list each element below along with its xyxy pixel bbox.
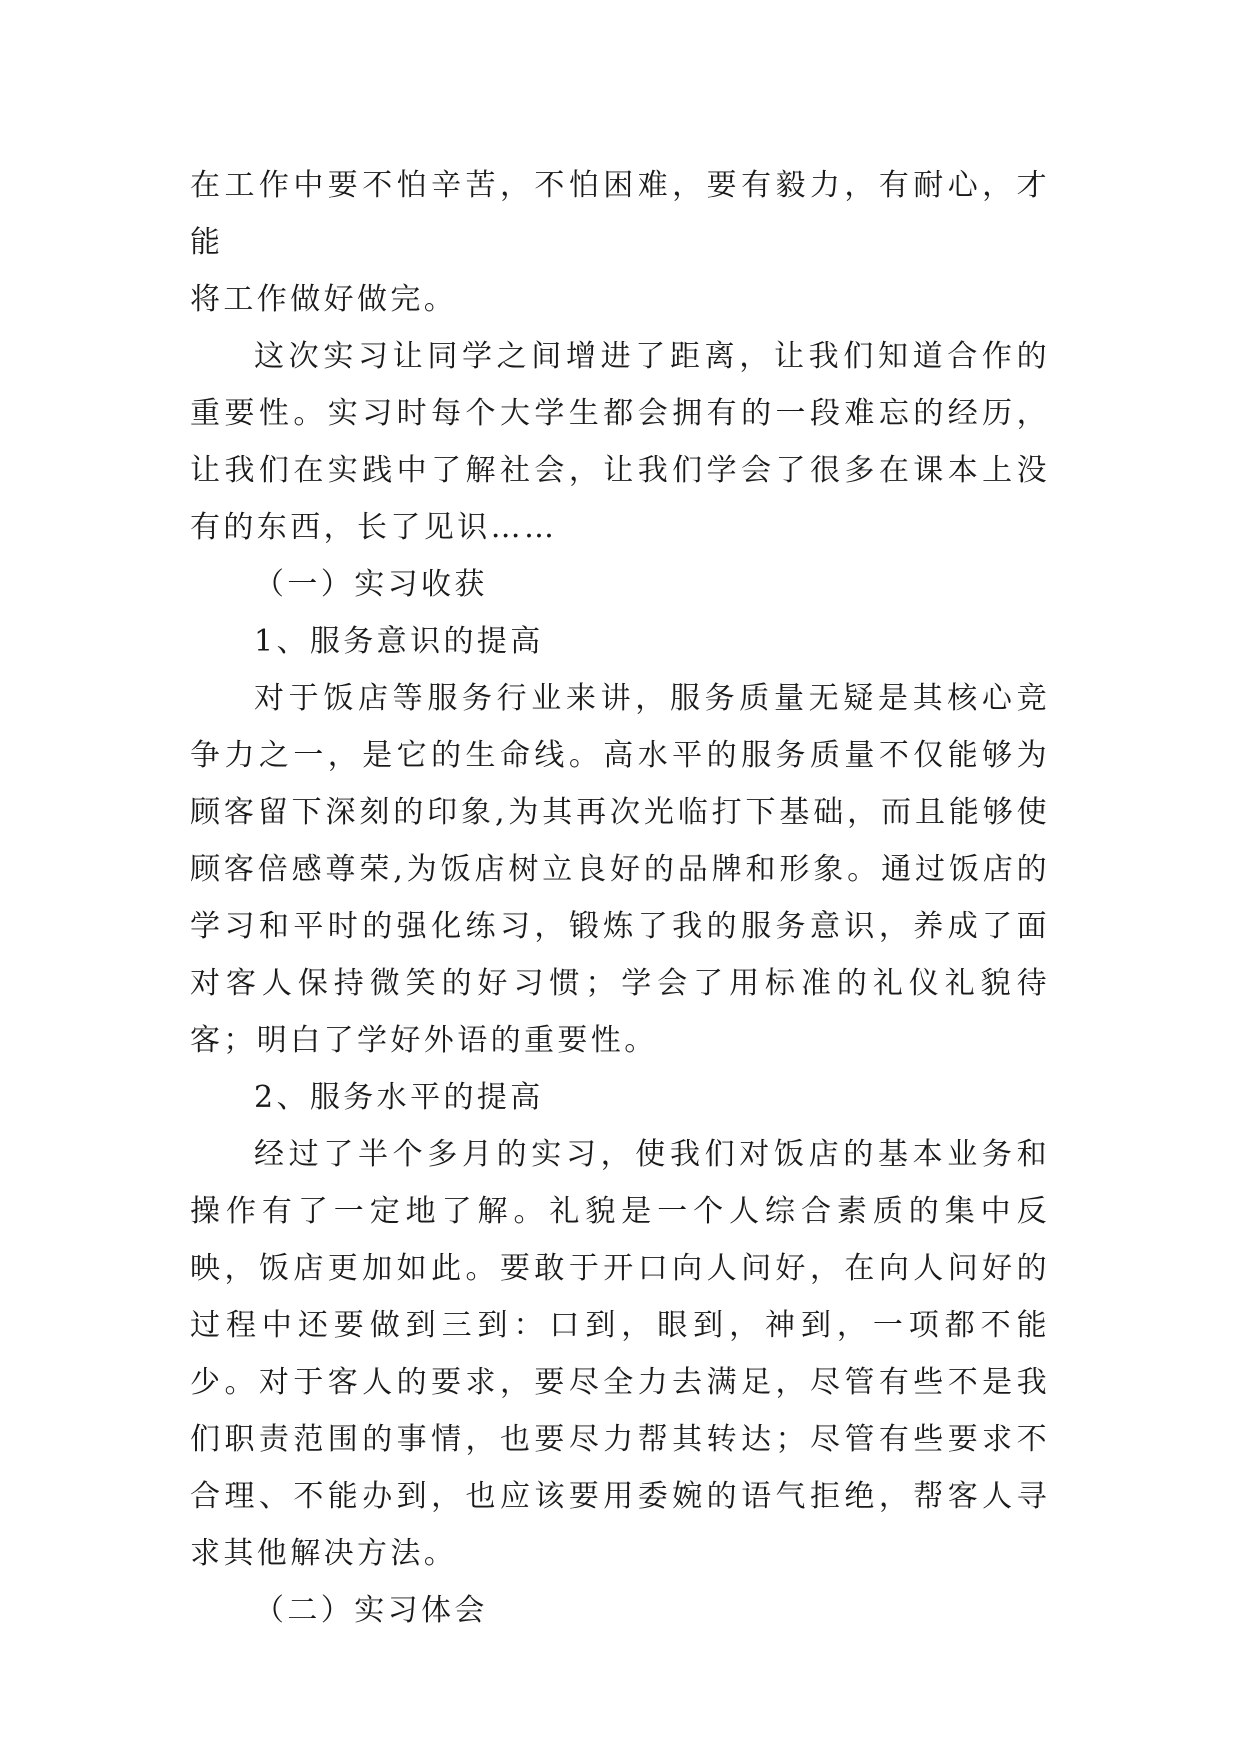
paragraph-continued: 在工作中要不怕辛苦，不怕困难，要有毅力，有耐心，才能 将工作做好做完。 xyxy=(190,168,1050,317)
subheading-service-level: 2、服务水平的提高 xyxy=(254,1080,544,1115)
paragraph-service-level: 经过了半个多月的实习，使我们对饭店的基本业务和操作有了一定地了解。礼貌是一个人综合素质的集中反映，饭店更加如此。要敢于开口向人问好，在向人问好的过程中还要做到三到：口到，眼到，神到，一项都不能少。对于客人的要求，要尽全力去满足，尽管有些不是我们职责范围的事情，也要尽力帮其转达；尽管有些要求不合理、不能办到，也应该要用委婉的语气拒绝，帮客人寻求其他解决方法。 xyxy=(190,1137,1050,1571)
subheading-service-awareness: 1、服务意识的提高 xyxy=(254,624,544,659)
section-heading-experience: （二）实习体会 xyxy=(254,1593,488,1628)
paragraph-cooperation: 这次实习让同学之间增进了距离，让我们知道合作的重要性。实习时每个大学生都会拥有的一段难忘的经历，让我们在实践中了解社会，让我们学会了很多在课本上没有的东西，长了见识…… xyxy=(190,339,1050,545)
document-body xyxy=(190,157,1050,1639)
section-heading-harvest: （一）实习收获 xyxy=(254,567,488,602)
paragraph-service-awareness: 对于饭店等服务行业来讲，服务质量无疑是其核心竞争力之一，是它的生命线。高水平的服务质量不仅能够为顾客留下深刻的印象,为其再次光临打下基础，而且能够使顾客倍感尊荣,为饭店树立良好的品牌和形象。通过饭店的学习和平时的强化练习，锻炼了我的服务意识，养成了面对客人保持微笑的好习惯；学会了用标准的礼仪礼貌待客；明白了学好外语的重要性。 xyxy=(190,681,1050,1058)
